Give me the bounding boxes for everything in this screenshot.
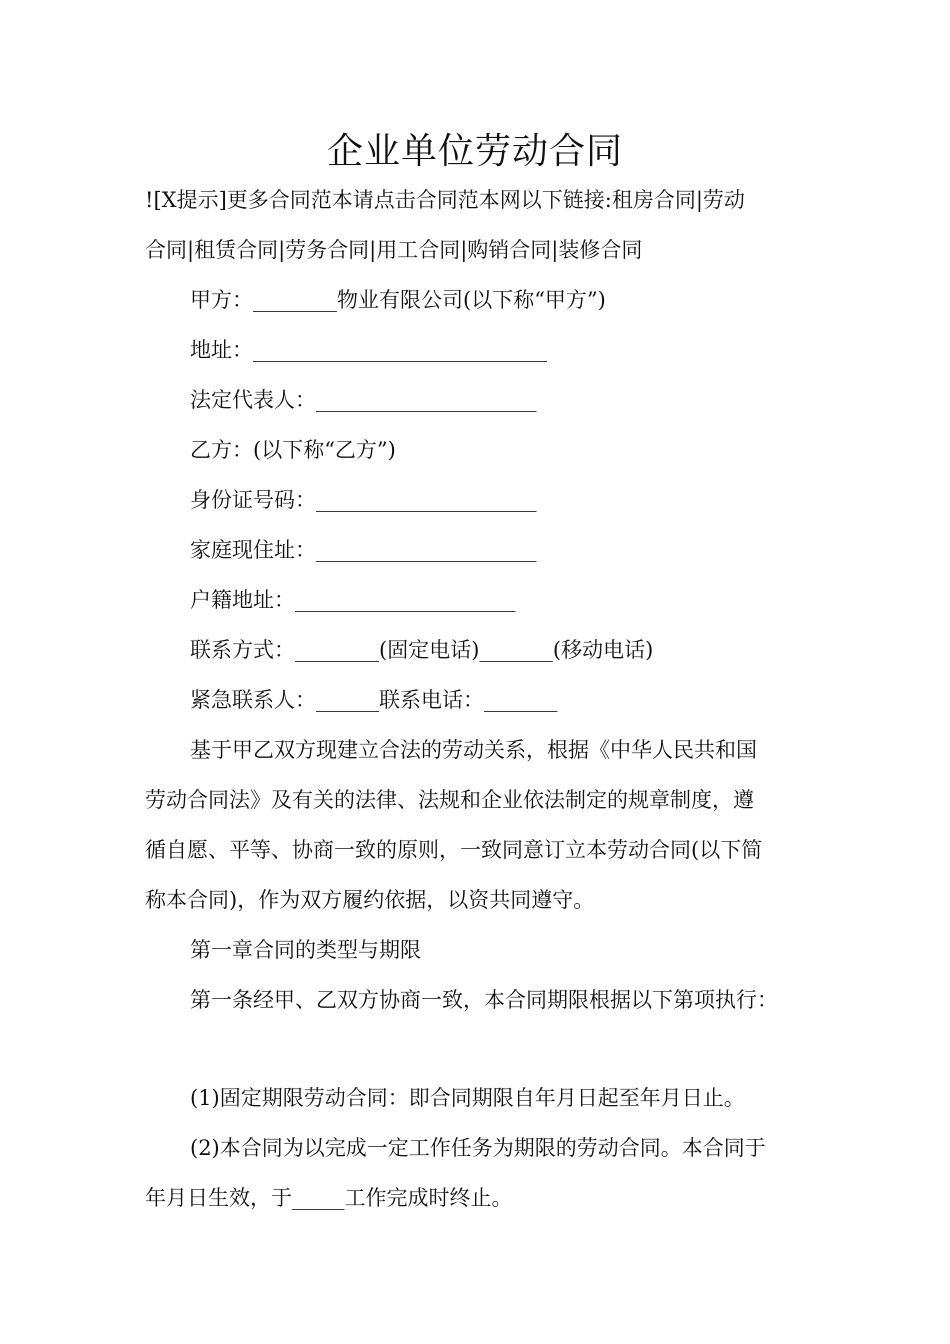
home-address-line: 家庭现住址：_____________________ <box>190 538 537 562</box>
preamble-line-2: 劳动合同法》及有关的法律、法规和企业依法制定的规章制度，遵 <box>145 788 754 812</box>
contact-line: 联系方式：________(固定电话)_______(移动电话) <box>190 638 654 662</box>
emergency-contact-line: 紧急联系人：______联系电话：_______ <box>190 688 558 712</box>
household-address-line: 户籍地址：_____________________ <box>190 588 516 612</box>
address-line: 地址：____________________________ <box>190 338 547 362</box>
article-1-line: 第一条经甲、乙双方协商一致，本合同期限根据以下第项执行： <box>190 988 778 1012</box>
preamble-line-1: 基于甲乙双方现建立合法的劳动关系，根据《中华人民共和国 <box>190 738 757 762</box>
id-number-line: 身份证号码：_____________________ <box>190 488 537 512</box>
clause-2-line-2: 年月日生效，于_____工作完成时终止。 <box>145 1186 513 1210</box>
preamble-line-4: 称本合同)，作为双方履约依据，以资共同遵守。 <box>145 888 595 912</box>
tip-line-2: 合同|租赁合同|劳务合同|用工合同|购销合同|装修合同 <box>145 238 643 262</box>
clause-1-line: (1)固定期限劳动合同：即合同期限自年月日起至年月日止。 <box>190 1086 745 1110</box>
chapter-heading: 第一章合同的类型与期限 <box>190 938 421 962</box>
tip-line-1: ![X提示]更多合同范本请点击合同范本网以下链接:租房合同|劳动 <box>145 188 745 212</box>
clause-2-line-1: (2)本合同为以完成一定工作任务为期限的劳动合同。本合同于 <box>190 1136 766 1160</box>
document-title: 企业单位劳动合同 <box>326 131 623 172</box>
party-a-line: 甲方：________物业有限公司(以下称“甲方”) <box>190 288 606 312</box>
legal-rep-line: 法定代表人：_____________________ <box>190 388 537 412</box>
preamble-line-3: 循自愿、平等、协商一致的原则，一致同意订立本劳动合同(以下简 <box>145 838 763 862</box>
party-b-line: 乙方：(以下称“乙方”) <box>190 438 396 462</box>
